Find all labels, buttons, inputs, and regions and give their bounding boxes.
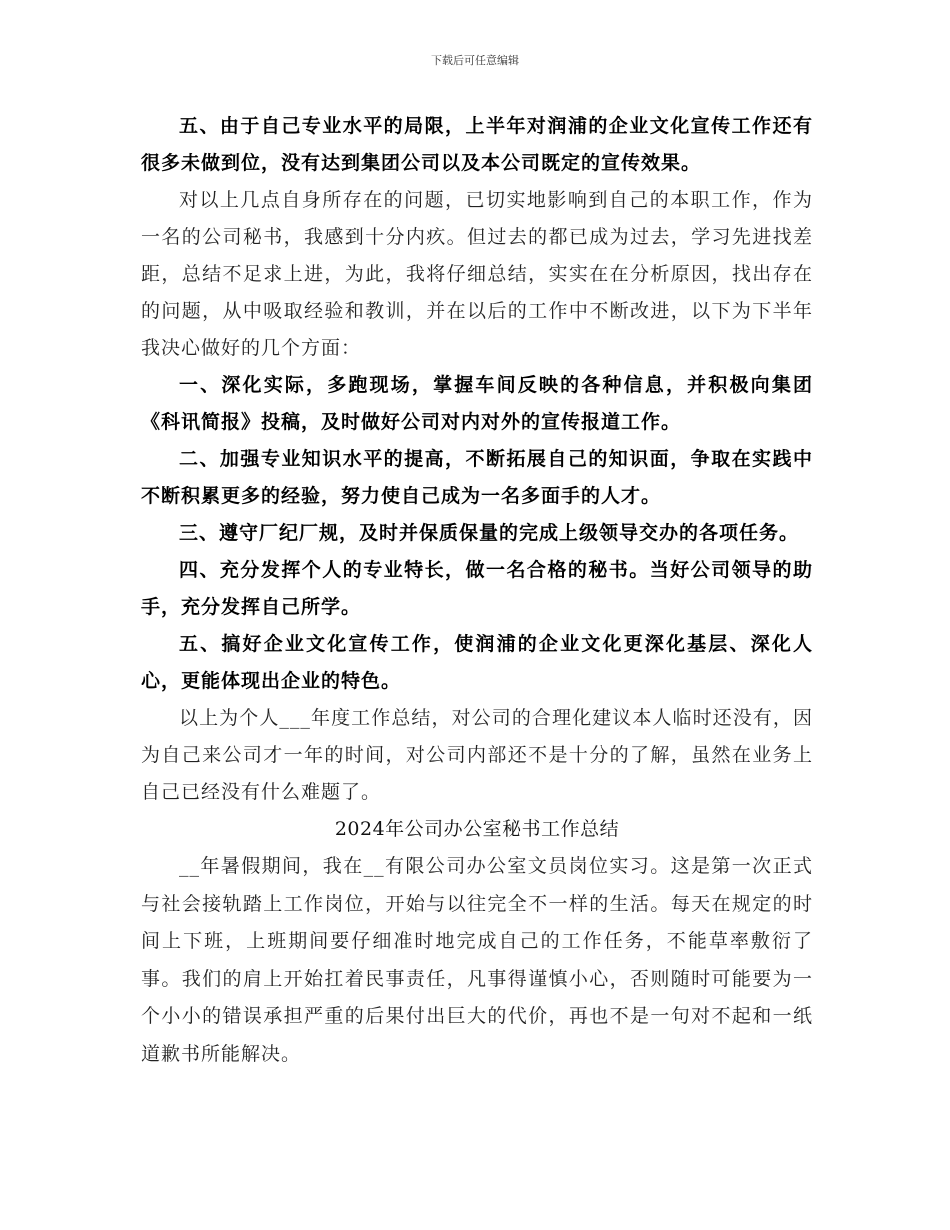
section-title: 2024年公司办公室秘书工作总结: [334, 818, 620, 840]
paragraph-plan-five: 五、搞好企业文化宣传工作，使润浦的企业文化更深化基层、深化人心，更能体现出企业的特色。: [141, 633, 813, 692]
paragraph-internship: __年暑假期间，我在__有限公司办公室文员岗位实习。这是第一次正式与社会接轨踏上工作岗位，开始与以往完全不一样的生活。每天在规定的时间上下班，上班期间要仔细准时地完成自己的工作任务，不能草率敷衍了事。我们的肩上开始扛着民事责任，凡事得谨慎小心，否则随时可能要为一个小小的错误承担严重的后果付出巨大的代价，再也不是一句对不起和一纸道歉书所能解决。: [141, 855, 813, 1065]
paragraph-plan-one: 一、深化实际，多跑现场，掌握车间反映的各种信息，并积极向集团《科讯简报》投稿，及时做好公司对内对外的宣传报道工作。: [141, 374, 813, 433]
paragraph-reflection: 对以上几点自身所存在的问题，已切实地影响到自己的本职工作，作为一名的公司秘书，我感到十分内疚。但过去的都已成为过去，学习先进找差距，总结不足求上进，为此，我将仔细总结，实实在在分析原因，找出存在的问题，从中吸取经验和教训，并在以后的工作中不断改进，以下为下半年我决心做好的几个方面：: [141, 189, 813, 359]
document-body: [141, 108, 813, 1073]
paragraph-point-five-problem: 五、由于自己专业水平的局限，上半年对润浦的企业文化宣传工作还有很多未做到位，没有达到集团公司以及本公司既定的宣传效果。: [141, 115, 813, 174]
paragraph-plan-three: 三、遵守厂纪厂规，及时并保质保量的完成上级领导交办的各项任务。: [179, 522, 800, 544]
paragraph-closing: 以上为个人___年度工作总结，对公司的合理化建议本人临时还没有，因为自己来公司才一年的时间，对公司内部还不是十分的了解，虽然在业务上自己已经没有什么难题了。: [141, 707, 813, 803]
paragraph-plan-four: 四、充分发挥个人的专业特长，做一名合格的秘书。当好公司领导的助手，充分发挥自己所学。: [141, 559, 813, 618]
paragraph-plan-two: 二、加强专业知识水平的提高，不断拓展自己的知识面，争取在实践中不断积累更多的经验，努力使自己成为一名多面手的人才。: [141, 448, 813, 507]
page-header: 下载后可任意编辑: [431, 54, 519, 67]
summary-section: [141, 848, 813, 1073]
